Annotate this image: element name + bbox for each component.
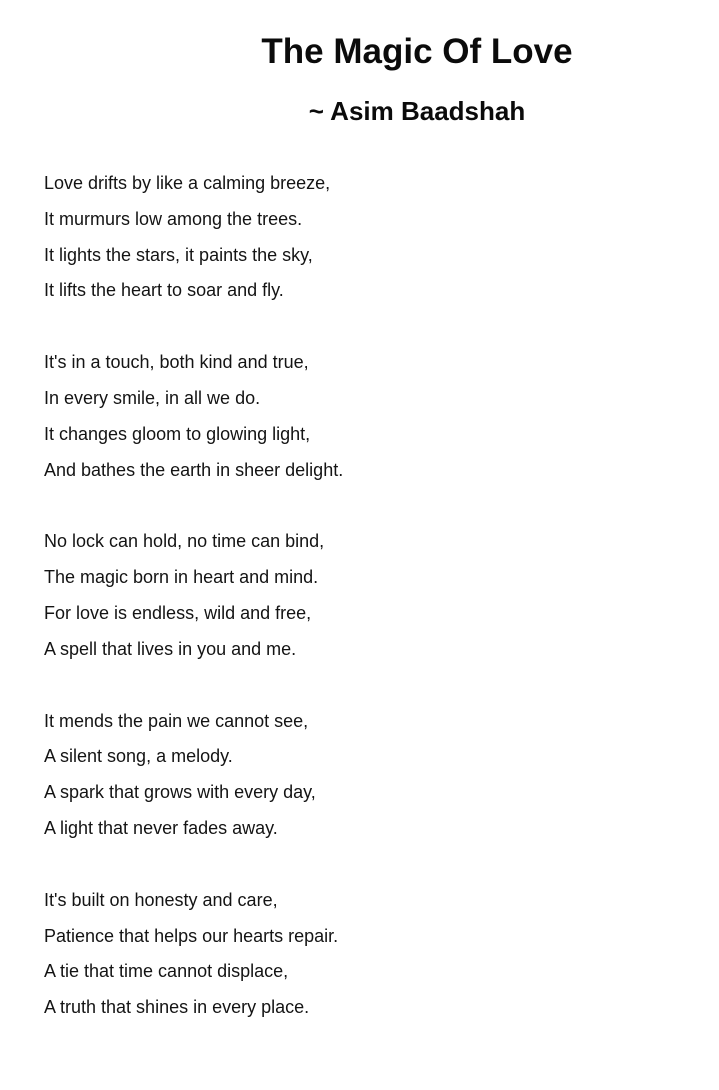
poem-line: It mends the pain we cannot see, [44, 710, 309, 731]
stanza-4 [44, 704, 684, 847]
poem-body [44, 166, 684, 1062]
poem-line: In every smile, in all we do. [44, 387, 261, 408]
poem-title: The Magic Of Love [261, 32, 573, 71]
poem-line: A spark that grows with every day, [44, 782, 316, 803]
poem-line: A light that never fades away. [44, 817, 278, 838]
stanza-5 [44, 883, 684, 1026]
poem-line: It's in a touch, both kind and true, [44, 352, 309, 373]
poem-line: It lifts the heart to soar and fly. [44, 280, 284, 301]
poem-line: A truth that shines in every place. [44, 997, 310, 1018]
poem-line: And bathes the earth in sheer delight. [44, 459, 344, 480]
poem-line: A tie that time cannot displace, [44, 961, 289, 982]
poem-author: ~ Asim Baadshah [308, 96, 526, 126]
poem-line: For love is endless, wild and free, [44, 602, 312, 623]
poem-line: A spell that lives in you and me. [44, 638, 297, 659]
poem-line: The magic born in heart and mind. [44, 567, 319, 588]
poem-line: Love drifts by like a calming breeze, [44, 173, 331, 193]
poem-line: It's built on honesty and care, [44, 889, 278, 910]
stanza-1 [44, 166, 684, 309]
poem-line: It murmurs low among the trees. [44, 208, 303, 229]
poem-line: It lights the stars, it paints the sky, [44, 244, 313, 265]
poem-line: It changes gloom to glowing light, [44, 423, 311, 444]
poem-line: Patience that helps our hearts repair. [44, 925, 339, 946]
poem-line: A silent song, a melody. [44, 746, 233, 767]
stanza-2 [44, 345, 684, 488]
poem-line: No lock can hold, no time can bind, [44, 531, 325, 552]
stanza-3 [44, 524, 684, 667]
